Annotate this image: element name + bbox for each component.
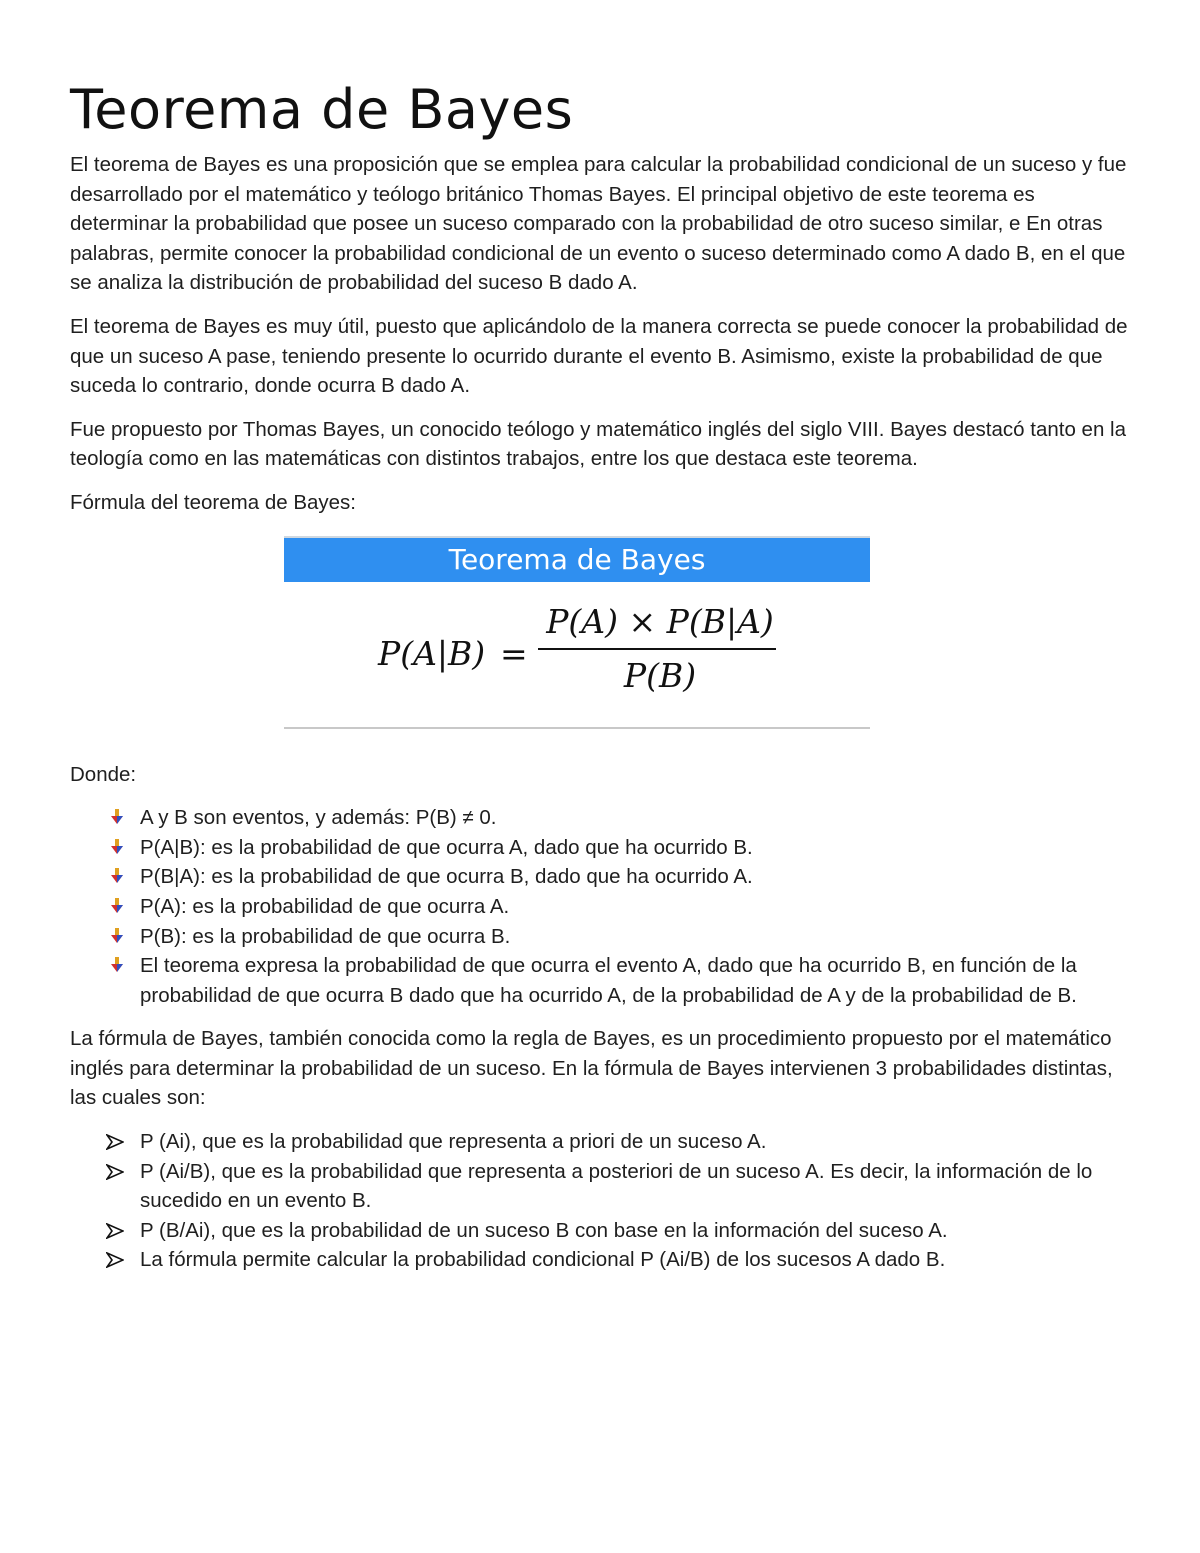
fraction-bar — [538, 648, 776, 650]
list-item — [70, 1245, 1130, 1275]
list-item — [70, 833, 1130, 863]
definition-text: P(A): es la probabilidad de que ocurra A. — [140, 894, 510, 918]
formula-equals: = — [500, 633, 528, 673]
down-arrow-bullet-icon — [110, 809, 124, 825]
down-arrow-bullet-icon — [110, 957, 124, 973]
list-item — [70, 922, 1130, 952]
list-item — [70, 1216, 1130, 1246]
formula-explanation-paragraph: La fórmula de Bayes, también conocida como la regla de Bayes, es un procedimiento propuesto por el matemático inglés para determinar la probabilidad de un suceso. En la fórmula de Bayes intervienen 3 probabilidades distintas, las cuales son: — [70, 1027, 1113, 1110]
list-item — [70, 1157, 1130, 1216]
down-arrow-bullet-icon — [110, 839, 124, 855]
definition-text: P(B): es la probabilidad de que ocurra B. — [140, 924, 511, 948]
bayes-formula-figure — [284, 536, 870, 736]
probabilities-list — [70, 1127, 1130, 1275]
list-item — [70, 862, 1130, 892]
probability-text: P (B/Ai), que es la probabilidad de un suceso B con base en la información del suceso A. — [140, 1218, 948, 1242]
formula-intro: Fórmula del teorema de Bayes: — [70, 490, 356, 514]
chevron-right-bullet-icon — [106, 1223, 124, 1239]
definitions-list — [70, 803, 1130, 1010]
probability-text: P (Ai/B), que es la probabilidad que representa a posteriori de un suceso A. Es decir, la información de lo sucedido en un evento B. — [140, 1159, 1093, 1213]
document-page — [70, 78, 1130, 1289]
chevron-right-bullet-icon — [106, 1134, 124, 1150]
formula-lhs: P(A|B) — [378, 633, 486, 673]
list-item — [70, 1127, 1130, 1157]
page-title: Teorema de Bayes — [70, 78, 574, 141]
donde-label: Donde: — [70, 762, 137, 786]
formula-denominator: P(B) — [623, 655, 697, 695]
intro-paragraph: El teorema de Bayes es una proposición que se emplea para calcular la probabilidad condicional de un suceso y fue desarrollado por el matemático y teólogo británico Thomas Bayes. El principal objetivo de este teorema es determinar la probabilidad que posee un suceso comparado con la probabilidad de otro suceso similar, e En otras palabras, permite conocer la probabilidad condicional de un evento o suceso determinado como A dado B, en el que se analiza la distribución de probabilidad del suceso B dado A. — [70, 153, 1127, 295]
definition-text: A y B son eventos, y además: P(B) ≠ 0. — [140, 806, 497, 830]
list-item — [70, 892, 1130, 922]
definition-text: P(A|B): es la probabilidad de que ocurra A, dado que ha ocurrido B. — [140, 835, 753, 859]
down-arrow-bullet-icon — [110, 928, 124, 944]
chevron-right-bullet-icon — [106, 1164, 124, 1180]
probability-text: La fórmula permite calcular la probabilidad condicional P (Ai/B) de los sucesos A dado B. — [140, 1248, 946, 1272]
list-item — [70, 951, 1130, 1010]
formula-numerator: P(A) × P(B|A) — [546, 601, 774, 641]
definition-text: P(B|A): es la probabilidad de que ocurra B, dado que ha ocurrido A. — [140, 865, 753, 889]
figure-header — [284, 536, 870, 582]
definition-text: El teorema expresa la probabilidad de que ocurra el evento A, dado que ha ocurrido B, en función de la probabilidad de que ocurra B dado que ha ocurrido A, de la probabilidad de A y de la probabilidad de B. — [140, 954, 1077, 1007]
bayes-formula — [378, 602, 798, 702]
figure-header-text: Teorema de Bayes — [448, 542, 706, 576]
probability-text: P (Ai), que es la probabilidad que representa a priori de un suceso A. — [140, 1130, 767, 1154]
list-item — [70, 803, 1130, 833]
down-arrow-bullet-icon — [110, 898, 124, 914]
down-arrow-bullet-icon — [110, 868, 124, 884]
history-paragraph: Fue propuesto por Thomas Bayes, un conocido teólogo y matemático inglés del siglo VIII. Bayes destacó tanto en la teología como en las matemáticas con distintos trabajos, entre los que destaca este teorema. — [70, 417, 1126, 471]
figure-bottom-rule — [284, 727, 870, 729]
chevron-right-bullet-icon — [106, 1252, 124, 1268]
usefulness-paragraph: El teorema de Bayes es muy útil, puesto que aplicándolo de la manera correcta se puede conocer la probabilidad de que un suceso A pase, teniendo presente lo ocurrido durante el evento B. Asimismo, existe la probabilidad de que suceda lo contrario, donde ocurra B dado A. — [70, 314, 1128, 398]
